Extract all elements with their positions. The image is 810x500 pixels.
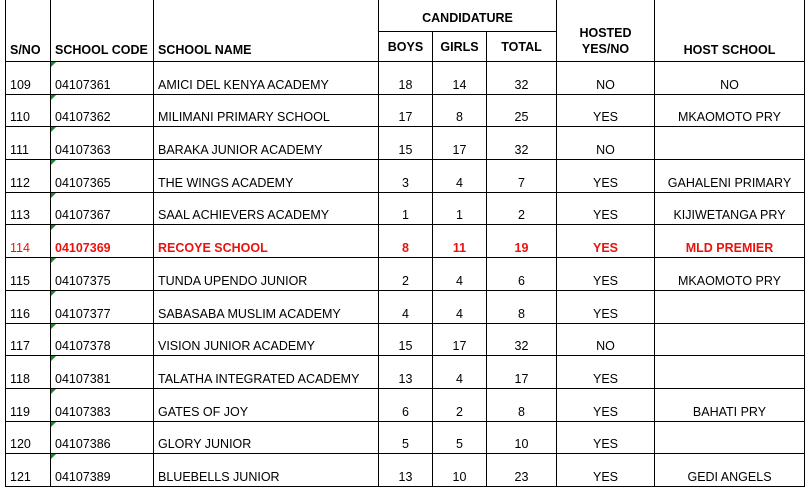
header-girls: GIRLS: [433, 32, 487, 62]
total-cell[interactable]: [487, 454, 557, 487]
girls-cell[interactable]: [433, 62, 487, 95]
girls-cell-text: 8: [456, 110, 463, 125]
school-name-cell[interactable]: [154, 192, 379, 225]
school-code-cell-text: 04107361: [55, 77, 111, 92]
hosted-cell[interactable]: [557, 192, 655, 225]
total-cell-text: 32: [514, 143, 529, 158]
total-cell[interactable]: [487, 94, 557, 127]
hosted-cell[interactable]: [557, 160, 655, 193]
school-code-cell-text: 04107378: [55, 339, 111, 354]
boys-cell-text: 5: [402, 437, 409, 452]
boys-cell-text: 1: [402, 208, 409, 223]
hosted-cell-text: YES: [592, 306, 618, 321]
school-code-cell[interactable]: [51, 127, 154, 160]
total-cell-text: 19: [514, 241, 529, 256]
boys-cell[interactable]: [379, 421, 433, 454]
hosted-cell-text: YES: [592, 175, 618, 190]
school-name-cell[interactable]: [154, 323, 379, 356]
header-sno: S/NO: [6, 0, 51, 62]
boys-cell-text: 6: [402, 404, 409, 419]
host-school-cell[interactable]: [655, 323, 805, 356]
school-name-cell-text: AMICI DEL KENYA ACADEMY: [158, 77, 329, 92]
girls-cell-text: 5: [456, 437, 463, 452]
hosted-cell-text: YES: [592, 404, 618, 419]
girls-cell[interactable]: [433, 94, 487, 127]
girls-cell[interactable]: [433, 388, 487, 421]
school-code-cell-text: 04107362: [55, 110, 111, 125]
table-row: [6, 290, 805, 323]
hosted-cell[interactable]: [557, 127, 655, 160]
girls-cell-text: 11: [452, 241, 467, 256]
table-row: [6, 127, 805, 160]
total-cell-text: 7: [518, 175, 525, 190]
host-school-cell-text: GAHALENI PRIMARY: [667, 175, 792, 190]
school-code-cell-text: 04107375: [55, 273, 111, 288]
boys-cell-text: 4: [402, 306, 409, 321]
boys-cell-text: 18: [398, 77, 413, 92]
table-row: [6, 258, 805, 291]
table-row: [6, 160, 805, 193]
school-code-cell[interactable]: [51, 356, 154, 389]
sno-cell-text: 111: [10, 143, 30, 158]
host-school-cell[interactable]: [655, 192, 805, 225]
school-name-cell[interactable]: [154, 421, 379, 454]
host-school-cell[interactable]: [655, 388, 805, 421]
girls-cell[interactable]: [433, 290, 487, 323]
cell-marker-icon: [51, 389, 56, 394]
sno-cell[interactable]: [6, 388, 51, 421]
total-cell[interactable]: [487, 62, 557, 95]
table-row: [6, 421, 805, 454]
host-school-cell[interactable]: [655, 62, 805, 95]
table-row: [6, 388, 805, 421]
cell-marker-icon: [51, 324, 56, 329]
sno-cell-text: 117: [10, 339, 30, 354]
header-row-top: [6, 0, 805, 32]
girls-cell[interactable]: [433, 192, 487, 225]
sno-cell[interactable]: [6, 356, 51, 389]
table-row: [6, 356, 805, 389]
girls-cell-text: 4: [456, 371, 463, 386]
hosted-cell[interactable]: [557, 258, 655, 291]
table-row: [6, 94, 805, 127]
school-name-cell[interactable]: [154, 356, 379, 389]
sno-cell-text: 113: [10, 208, 30, 223]
hosted-cell[interactable]: [557, 94, 655, 127]
school-name-cell-text: SABASABA MUSLIM ACADEMY: [158, 306, 341, 321]
total-cell[interactable]: [487, 356, 557, 389]
header-total: TOTAL: [487, 32, 557, 62]
total-cell[interactable]: [487, 127, 557, 160]
hosted-cell-text: YES: [592, 273, 618, 288]
boys-cell-text: 15: [398, 143, 413, 158]
school-name-cell-text: GLORY JUNIOR: [158, 437, 252, 452]
total-cell[interactable]: [487, 160, 557, 193]
host-school-cell-text: NO: [720, 77, 739, 92]
boys-cell[interactable]: [379, 127, 433, 160]
girls-cell-text: 4: [456, 175, 463, 190]
school-code-cell-text: 04107386: [55, 437, 111, 452]
girls-cell[interactable]: [433, 356, 487, 389]
boys-cell-text: 13: [398, 469, 413, 484]
hosted-cell[interactable]: [557, 225, 655, 258]
school-code-cell-text: 04107369: [55, 241, 111, 256]
cell-marker-icon: [51, 95, 56, 100]
cell-marker-icon: [51, 356, 56, 361]
sno-cell-text: 120: [10, 437, 31, 452]
boys-cell[interactable]: [379, 290, 433, 323]
candidature-table: [5, 0, 805, 487]
cell-marker-icon: [51, 258, 56, 263]
hosted-cell-text: YES: [592, 469, 618, 484]
school-name-cell[interactable]: [154, 258, 379, 291]
boys-cell[interactable]: [379, 192, 433, 225]
school-name-cell-text: TALATHA INTEGRATED ACADEMY: [158, 371, 360, 386]
hosted-cell[interactable]: [557, 356, 655, 389]
hosted-cell[interactable]: [557, 454, 655, 487]
girls-cell-text: 1: [456, 208, 463, 223]
girls-cell[interactable]: [433, 225, 487, 258]
sno-cell-text: 114: [10, 241, 30, 256]
sno-cell-text: 116: [10, 306, 30, 321]
girls-cell-text: 17: [452, 339, 467, 354]
table-row: [6, 323, 805, 356]
boys-cell-text: 15: [398, 339, 413, 354]
boys-cell-text: 8: [402, 241, 409, 256]
hosted-cell[interactable]: [557, 62, 655, 95]
host-school-cell-text: MLD PREMIER: [685, 241, 774, 256]
cell-marker-icon: [51, 160, 56, 165]
total-cell[interactable]: [487, 225, 557, 258]
sno-cell[interactable]: [6, 323, 51, 356]
boys-cell[interactable]: [379, 258, 433, 291]
boys-cell-text: 13: [398, 371, 413, 386]
host-school-cell-text: MKAOMOTO PRY: [677, 110, 782, 125]
school-code-cell[interactable]: [51, 454, 154, 487]
hosted-cell[interactable]: [557, 323, 655, 356]
header-hosted-line1: HOSTED: [579, 26, 632, 40]
school-name-cell[interactable]: [154, 94, 379, 127]
host-school-cell[interactable]: [655, 258, 805, 291]
host-school-cell[interactable]: [655, 454, 805, 487]
girls-cell-text: 2: [456, 404, 463, 419]
sno-cell[interactable]: [6, 192, 51, 225]
table-row: [6, 225, 805, 258]
boys-cell[interactable]: [379, 94, 433, 127]
school-code-cell[interactable]: [51, 192, 154, 225]
cell-marker-icon: [51, 193, 56, 198]
hosted-cell-text: YES: [592, 110, 618, 125]
hosted-cell-text: YES: [592, 437, 618, 452]
sno-cell-text: 109: [10, 77, 31, 92]
hosted-cell-text: YES: [592, 241, 618, 256]
total-cell[interactable]: [487, 258, 557, 291]
school-name-cell[interactable]: [154, 225, 379, 258]
school-name-cell-text: THE WINGS ACADEMY: [158, 175, 294, 190]
school-code-cell[interactable]: [51, 94, 154, 127]
host-school-cell[interactable]: [655, 421, 805, 454]
host-school-cell-text: BAHATI PRY: [692, 404, 767, 419]
school-code-cell-text: 04107363: [55, 143, 111, 158]
sno-cell[interactable]: [6, 160, 51, 193]
school-code-cell-text: 04107381: [55, 371, 111, 386]
total-cell-text: 32: [514, 339, 529, 354]
sno-cell-text: 119: [10, 404, 30, 419]
school-name-cell-text: VISION JUNIOR ACADEMY: [158, 339, 315, 354]
cell-marker-icon: [51, 127, 56, 132]
header-candidature: CANDIDATURE: [379, 0, 557, 32]
host-school-cell[interactable]: [655, 225, 805, 258]
total-cell-text: 2: [518, 208, 525, 223]
sno-cell-text: 121: [10, 469, 31, 484]
header-school-name: SCHOOL NAME: [154, 0, 379, 62]
total-cell-text: 8: [518, 306, 525, 321]
girls-cell-text: 4: [456, 273, 463, 288]
boys-cell[interactable]: [379, 160, 433, 193]
cell-marker-icon: [51, 291, 56, 296]
total-cell-text: 6: [518, 273, 525, 288]
girls-cell-text: 17: [452, 143, 467, 158]
school-code-cell[interactable]: [51, 388, 154, 421]
total-cell[interactable]: [487, 421, 557, 454]
total-cell[interactable]: [487, 388, 557, 421]
table-row: [6, 454, 805, 487]
hosted-cell[interactable]: [557, 388, 655, 421]
school-code-cell[interactable]: [51, 421, 154, 454]
school-code-cell[interactable]: [51, 225, 154, 258]
total-cell[interactable]: [487, 192, 557, 225]
header-boys: BOYS: [379, 32, 433, 62]
girls-cell[interactable]: [433, 127, 487, 160]
boys-cell-text: 3: [402, 175, 409, 190]
sno-cell-text: 115: [10, 273, 30, 288]
host-school-cell-text: GEDI ANGELS: [687, 469, 772, 484]
hosted-cell-text: NO: [596, 339, 615, 354]
school-name-cell-text: BARAKA JUNIOR ACADEMY: [158, 143, 323, 158]
boys-cell-text: 17: [398, 110, 413, 125]
boys-cell[interactable]: [379, 62, 433, 95]
host-school-cell-text: KIJIWETANGA PRY: [673, 208, 786, 223]
school-name-cell-text: MILIMANI PRIMARY SCHOOL: [158, 110, 330, 125]
sno-cell[interactable]: [6, 290, 51, 323]
sno-cell[interactable]: [6, 94, 51, 127]
girls-cell[interactable]: [433, 454, 487, 487]
school-code-cell[interactable]: [51, 323, 154, 356]
hosted-cell-text: NO: [596, 77, 615, 92]
sno-cell[interactable]: [6, 454, 51, 487]
school-code-cell[interactable]: [51, 258, 154, 291]
total-cell-text: 23: [514, 469, 529, 484]
boys-cell[interactable]: [379, 225, 433, 258]
school-name-cell[interactable]: [154, 454, 379, 487]
school-name-cell[interactable]: [154, 62, 379, 95]
header-hosted: [557, 0, 655, 62]
host-school-cell[interactable]: [655, 160, 805, 193]
girls-cell[interactable]: [433, 258, 487, 291]
total-cell-text: 25: [514, 110, 529, 125]
total-cell[interactable]: [487, 323, 557, 356]
table-row: [6, 62, 805, 95]
host-school-cell[interactable]: [655, 94, 805, 127]
hosted-cell[interactable]: [557, 421, 655, 454]
host-school-cell-text: MKAOMOTO PRY: [677, 273, 782, 288]
total-cell-text: 8: [518, 404, 525, 419]
school-name-cell[interactable]: [154, 290, 379, 323]
sno-cell[interactable]: [6, 225, 51, 258]
school-name-cell-text: SAAL ACHIEVERS ACADEMY: [158, 208, 330, 223]
girls-cell-text: 4: [456, 306, 463, 321]
header-host-school: HOST SCHOOL: [655, 0, 805, 62]
school-name-cell[interactable]: [154, 160, 379, 193]
school-code-cell-text: 04107383: [55, 404, 111, 419]
sno-cell[interactable]: [6, 258, 51, 291]
total-cell-text: 10: [514, 437, 529, 452]
girls-cell-text: 14: [452, 77, 467, 92]
school-code-cell[interactable]: [51, 160, 154, 193]
hosted-cell-text: NO: [596, 143, 615, 158]
boys-cell[interactable]: [379, 454, 433, 487]
header-hosted-line2: YES/NO: [581, 42, 630, 56]
boys-cell[interactable]: [379, 388, 433, 421]
sno-cell-text: 110: [10, 110, 30, 125]
school-name-cell[interactable]: [154, 127, 379, 160]
school-name-cell-text: GATES OF JOY: [158, 404, 249, 419]
sno-cell-text: 118: [10, 371, 30, 386]
cell-marker-icon: [51, 225, 56, 230]
school-name-cell-text: BLUEBELLS JUNIOR: [158, 469, 280, 484]
school-code-cell-text: 04107389: [55, 469, 111, 484]
sno-cell[interactable]: [6, 421, 51, 454]
school-code-cell[interactable]: [51, 62, 154, 95]
girls-cell-text: 10: [452, 469, 467, 484]
girls-cell[interactable]: [433, 160, 487, 193]
school-name-cell-text: RECOYE SCHOOL: [158, 241, 268, 256]
school-name-cell[interactable]: [154, 388, 379, 421]
total-cell[interactable]: [487, 290, 557, 323]
sno-cell-text: 112: [10, 175, 30, 190]
total-cell-text: 32: [514, 77, 529, 92]
school-code-cell-text: 04107367: [55, 208, 111, 223]
hosted-cell-text: YES: [592, 208, 618, 223]
girls-cell[interactable]: [433, 421, 487, 454]
school-code-cell-text: 04107365: [55, 175, 111, 190]
sno-cell[interactable]: [6, 62, 51, 95]
school-name-cell-text: TUNDA UPENDO JUNIOR: [158, 273, 308, 288]
host-school-cell[interactable]: [655, 356, 805, 389]
total-cell-text: 17: [514, 371, 529, 386]
header-school-code: SCHOOL CODE: [51, 0, 154, 62]
cell-marker-icon: [51, 422, 56, 427]
host-school-cell[interactable]: [655, 290, 805, 323]
cell-marker-icon: [51, 454, 56, 459]
table-row: [6, 192, 805, 225]
boys-cell[interactable]: [379, 323, 433, 356]
hosted-cell-text: YES: [592, 371, 618, 386]
boys-cell[interactable]: [379, 356, 433, 389]
sno-cell[interactable]: [6, 127, 51, 160]
table-body: [6, 62, 805, 487]
school-code-cell[interactable]: [51, 290, 154, 323]
school-code-cell-text: 04107377: [55, 306, 111, 321]
girls-cell[interactable]: [433, 323, 487, 356]
hosted-cell[interactable]: [557, 290, 655, 323]
boys-cell-text: 2: [402, 273, 409, 288]
host-school-cell[interactable]: [655, 127, 805, 160]
cell-marker-icon: [51, 62, 56, 67]
